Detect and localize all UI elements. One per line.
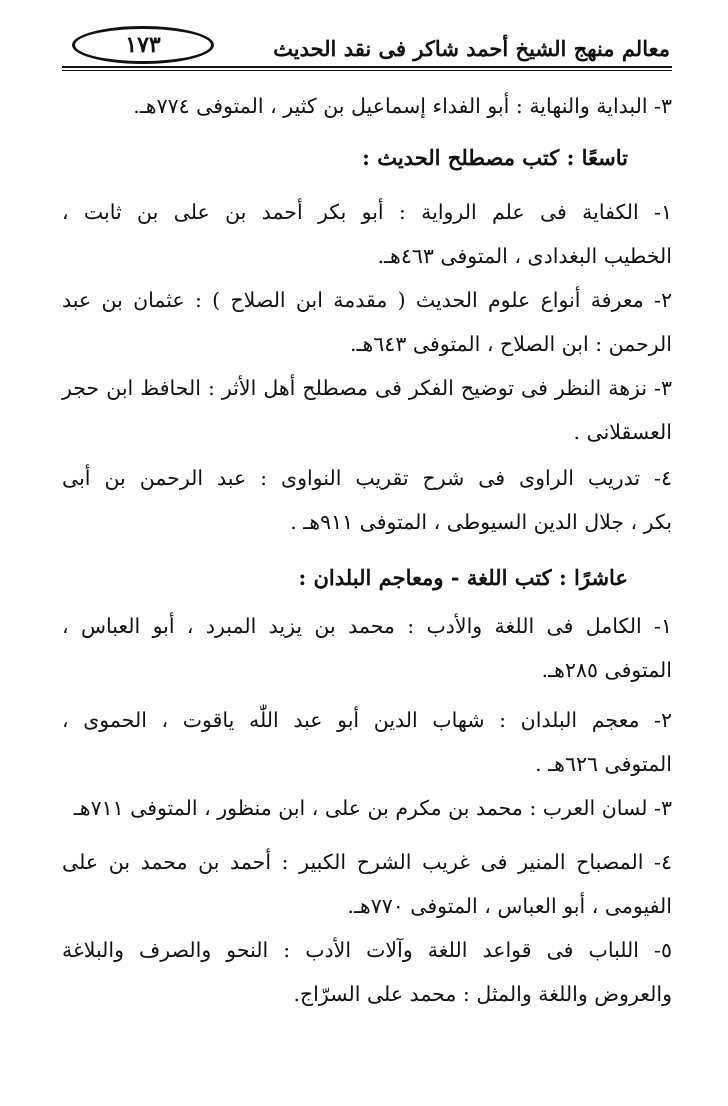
text-line: ٣- البداية والنهاية : أبو الفداء إسماعيل بن كثير ، المتوفى ٧٧٤هـ. — [133, 94, 672, 118]
text-line: الرحمن : ابن الصلاح ، المتوفى ٦٤٣هـ. — [349, 332, 672, 356]
entry-block — [62, 698, 672, 786]
entry-block — [62, 840, 672, 928]
entry-block — [62, 928, 672, 1016]
text-line: ٣- نزهة النظر فى توضيح الفكر فى مصطلح أهل الأثر : الحافظ ابن حجر — [62, 376, 672, 400]
text-line: ٢- معرفة أنواع علوم الحديث ( مقدمة ابن الصلاح ) : عثمان بن عبد — [62, 288, 672, 312]
text-line: ٣- لسان العرب : محمد بن مكرم بن على ، ابن منظور ، المتوفى ٧١١هـ — [73, 796, 672, 820]
text-line: ١- الكامل فى اللغة والأدب : محمد بن يزيد المبرد ، أبو العباس ، — [62, 614, 672, 638]
section-heading: تاسعًا : كتب مصطلح الحديث : — [362, 145, 628, 170]
text-line: الخطيب البغدادى ، المتوفى ٤٦٣هـ. — [377, 244, 672, 268]
section-heading-9-block — [62, 136, 672, 180]
entry-block — [62, 190, 672, 278]
page-number: ١٧٣ — [125, 32, 161, 58]
text-line: والعروض واللغة والمثل : محمد على السرّاج. — [293, 982, 672, 1006]
header-rule-thin — [62, 70, 672, 71]
running-title: معالم منهج الشيخ أحمد شاكر فى نقد الحديث — [273, 36, 670, 61]
body-text — [62, 84, 672, 128]
text-line: بكر ، جلال الدين السيوطى ، المتوفى ٩١١هـ . — [290, 510, 672, 534]
section-heading: عاشرًا : كتب اللغة - ومعاجم البلدان : — [298, 565, 628, 590]
entry-block — [62, 366, 672, 454]
text-line: ٤- تدريب الراوى فى شرح تقريب النواوى : عبد الرحمن بن أبى — [62, 466, 672, 490]
entry-block — [62, 604, 672, 692]
text-line: ٢- معجم البلدان : شهاب الدين أبو عبد اللّٰه ياقوت ، الحموى ، — [62, 708, 672, 732]
entry-block — [62, 278, 672, 366]
text-line: ١- الكفاية فى علم الرواية : أبو بكر أحمد بن على بن ثابت ، — [62, 200, 672, 224]
text-line: ٤- المصباح المنير فى غريب الشرح الكبير : أحمد بن محمد بن على — [62, 850, 672, 874]
text-line: الفيومى ، أبو العباس ، المتوفى ٧٧٠هـ. — [347, 894, 672, 918]
text-line: المتوفى ٢٨٥هـ. — [541, 658, 672, 682]
header-rule — [62, 66, 672, 68]
section-heading-10-block — [62, 556, 672, 600]
page-number-badge — [72, 26, 214, 64]
text-line: العسقلانى . — [573, 420, 672, 444]
entry-block — [62, 456, 672, 544]
text-line: المتوفى ٦٢٦هـ . — [535, 752, 672, 776]
text-line: ٥- اللباب فى قواعد اللغة وآلات الأدب : النحو والصرف والبلاغة — [62, 938, 672, 962]
entry-block — [62, 786, 672, 830]
page-header — [62, 22, 670, 70]
